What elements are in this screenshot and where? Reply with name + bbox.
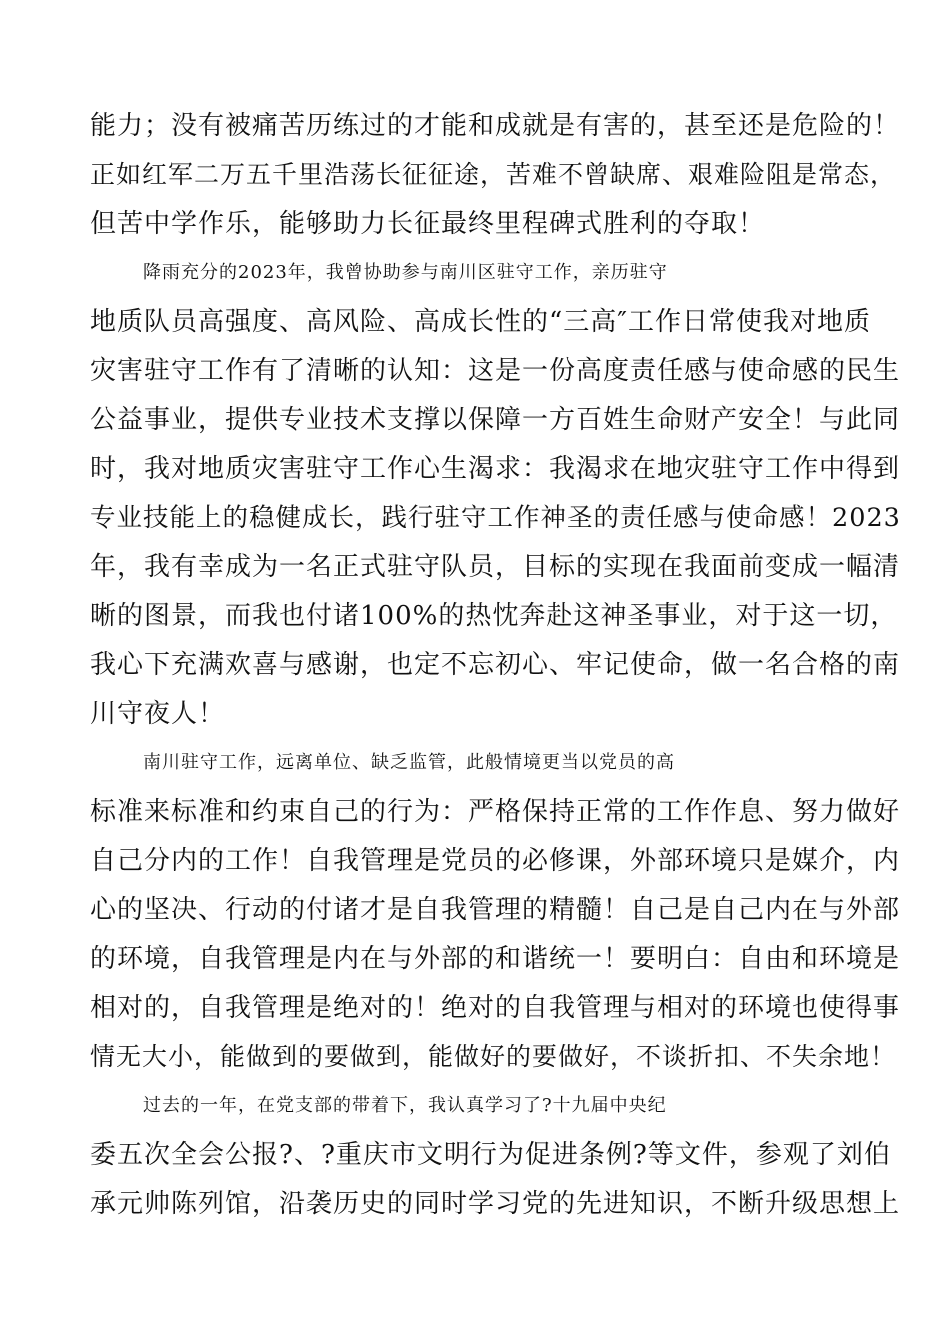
text-line-23: 承元帅陈列馆，沿袭历史的同时学习党的先进知识，不断升级思想上 — [90, 1189, 901, 1219]
text-line-14: 南川驻守工作，远离单位、缺乏监管，此般情境更当以党员的高 — [143, 752, 675, 773]
text-line-17: 心的坚决、行动的付诸才是自我管理的精髓！自己是自己内在与外部 — [90, 895, 901, 925]
text-line-6: 灾害驻守工作有了清晰的认知：这是一份高度责任感与使命感的民生 — [90, 356, 901, 386]
text-line-21: 过去的一年，在党支部的带着下，我认真学习了?十九届中央纪 — [143, 1095, 667, 1116]
text-line-19: 相对的，自我管理是绝对的！绝对的自我管理与相对的环境也使得事 — [90, 993, 901, 1023]
text-line-10: 年，我有幸成为一名正式驻守队员，目标的实现在我面前变成一幅清 — [90, 552, 901, 582]
text-line-15: 标准来标准和约束自己的行为：严格保持正常的工作作息、努力做好 — [90, 797, 901, 827]
text-line-20: 情无大小，能做到的要做到，能做好的要做好，不谈折扣、不失余地！ — [90, 1042, 897, 1071]
text-line-8: 时，我对地质灾害驻守工作心生渴求：我渴求在地灾驻守工作中得到 — [90, 454, 901, 484]
text-line-5: 地质队员高强度、高风险、高成长性的“三高″工作日常使我对地质 — [90, 307, 872, 337]
text-line-1: 能力；没有被痛苦历练过的才能和成就是有害的，甚至还是危险的！ — [90, 111, 901, 141]
text-line-3: 但苦中学作乐，能够助力长征最终里程碑式胜利的夺取！ — [90, 209, 766, 239]
text-line-9: 专业技能上的稳健成长，践行驻守工作神圣的责任感与使命感！2023 — [90, 503, 901, 533]
text-line-22: 委五次全会公报?、?重庆市文明行为促进条例?等文件，参观了刘伯 — [90, 1140, 891, 1170]
text-line-4: 降雨充分的2023年，我曾协助参与南川区驻守工作，亲历驻守 — [143, 262, 668, 283]
text-line-18: 的环境，自我管理是内在与外部的和谐统一！要明白：自由和环境是 — [90, 944, 901, 974]
text-line-13: 川守夜人！ — [90, 699, 226, 729]
text-line-11: 晰的图景，而我也付诸100%的热忱奔赴这神圣事业，对于这一切， — [90, 601, 898, 631]
text-line-7: 公益事业，提供专业技术支撑以保障一方百姓生命财产安全！与此同 — [90, 405, 901, 435]
text-line-2: 正如红军二万五千里浩荡长征征途，苦难不曾缺席、艰难险阻是常态， — [90, 160, 897, 189]
text-line-16: 自己分内的工作！自我管理是党员的必修课，外部环境只是媒介，内 — [90, 846, 901, 876]
text-line-12: 我心下充满欢喜与感谢，也定不忘初心、牢记使命，做一名合格的南 — [90, 650, 901, 680]
